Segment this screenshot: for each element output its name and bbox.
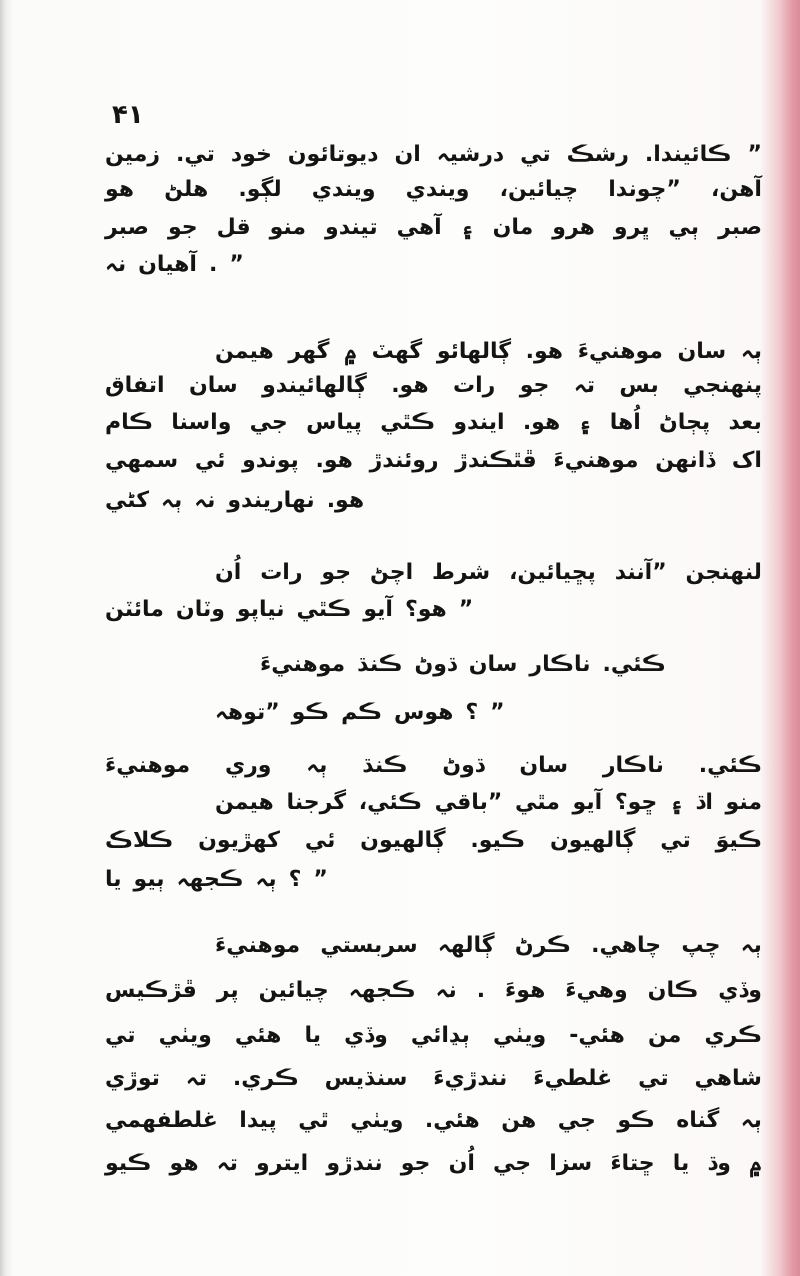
word: موهنيءَ (577, 339, 663, 364)
word: جو (167, 215, 198, 240)
word: جي (493, 1151, 532, 1176)
word: پياس (306, 410, 362, 435)
word: بس (619, 373, 659, 398)
word: هو (105, 177, 135, 202)
word: ٻہ (740, 339, 762, 364)
word: منو (269, 215, 307, 240)
word: ڪئي، (358, 790, 422, 815)
word: ”باقي (434, 790, 503, 815)
word: ڪلاڪ (105, 828, 174, 853)
text-line (105, 823, 762, 859)
word: ايترو (256, 1151, 309, 1176)
word: نہ (105, 252, 127, 277)
word: . (208, 252, 218, 277)
word: درشيہ (436, 142, 505, 167)
word: ڳالهائيندو (262, 373, 367, 398)
text-line (215, 334, 762, 370)
word: اچڻ (369, 560, 414, 585)
word: ڪيو (105, 1151, 152, 1176)
word: ڪئي. (602, 652, 666, 677)
word: يا (304, 1023, 322, 1048)
word: پڄاڻ (659, 410, 711, 435)
word: هئي. (424, 1108, 480, 1133)
word: جي (249, 410, 288, 435)
word: ۽ (669, 790, 683, 815)
text-line (215, 928, 762, 964)
word: سزا (549, 1151, 593, 1176)
word: ۽ (578, 410, 592, 435)
word: ڪري. (232, 1066, 299, 1091)
word: هو؟ (404, 597, 447, 622)
word: نندڙو (326, 1151, 383, 1176)
word: نهاريندو (227, 488, 315, 513)
word: ؟ (288, 867, 302, 892)
word: ٻہ (161, 488, 183, 513)
word: هن (501, 1108, 537, 1133)
text-line (105, 172, 762, 208)
word: ڪو (291, 700, 330, 725)
word: واسنا (171, 410, 232, 435)
word: پنهنجي (683, 373, 762, 398)
word: سان (468, 652, 518, 677)
word: هو. (525, 339, 564, 364)
text-line (105, 1146, 762, 1182)
word: ويندي (405, 177, 470, 202)
word: اُها (609, 410, 641, 435)
word: ” (490, 700, 505, 725)
text-line (215, 695, 762, 731)
word: صبر (105, 215, 149, 240)
word: پڇيائين، (509, 560, 596, 585)
word: ايندو (453, 410, 505, 435)
word: ٻہ (740, 1108, 762, 1133)
word: سمهي (105, 448, 179, 473)
word: گهر (288, 339, 330, 364)
word: ڏانهن (655, 448, 716, 473)
text-line (105, 1018, 762, 1054)
word: کهڙيون (198, 828, 280, 853)
word: چاهي. (591, 933, 662, 958)
word: ۽ (460, 215, 474, 240)
word: ويندي (311, 177, 376, 202)
word: ناڪار (529, 652, 591, 677)
word: ڪجهہ (348, 978, 416, 1003)
text-line (105, 405, 762, 441)
word: سنڌيس (324, 1066, 408, 1091)
word: هيمن (215, 790, 274, 815)
word: ڳالهہ (437, 933, 495, 958)
word: سان (519, 753, 569, 778)
word: مائٽن (105, 597, 164, 622)
word: ٻڍائي (410, 1023, 470, 1048)
word: تيندو (325, 215, 378, 240)
word: خود (230, 142, 272, 167)
word: ناڪار (602, 753, 664, 778)
word: موهنيءَ (105, 753, 191, 778)
text-line (105, 1103, 762, 1139)
word: ويٺي (492, 1023, 547, 1048)
word: ويٺي (350, 1108, 404, 1133)
word: گرجنا (286, 790, 347, 815)
word: ”توهہ (215, 700, 280, 725)
word: يا (672, 1151, 690, 1176)
word: شرط (432, 560, 491, 585)
word: تہ (185, 1066, 207, 1091)
word: آيو (572, 790, 603, 815)
word: رشڪ (566, 142, 629, 167)
text-line (215, 555, 762, 591)
word: هيمن (215, 339, 274, 364)
word: هو. (522, 410, 561, 435)
word: جو (321, 560, 352, 585)
word: تي (638, 1066, 669, 1091)
word: تہ (573, 373, 595, 398)
word: پيدا (239, 1108, 277, 1133)
word: هو (169, 1151, 199, 1176)
word: آهي (396, 215, 442, 240)
word: هو. (391, 373, 429, 398)
word: نہ (194, 488, 216, 513)
word: هرو (552, 215, 595, 240)
text-line (105, 1061, 762, 1097)
word: ۾ (344, 339, 357, 364)
word: ڪم (341, 700, 382, 725)
word: سربستي (320, 933, 418, 958)
word: وڏي (718, 978, 762, 1003)
word: ڪنڌ (357, 652, 403, 677)
word: اُن (448, 1151, 475, 1176)
word: ڦڙڪيس (105, 978, 197, 1003)
word: منو (725, 790, 762, 815)
word: هئي (234, 1023, 282, 1048)
word: نہ (435, 978, 457, 1003)
word: ٻہ (306, 753, 328, 778)
word: غلطفهمي (105, 1108, 218, 1133)
page-number: ۴۱ (112, 100, 144, 130)
word: جي (557, 1108, 596, 1133)
word: اڌ (695, 790, 713, 815)
word: تي. (176, 142, 215, 167)
word: ڪٿي (296, 597, 352, 622)
word: ٻي (668, 215, 700, 240)
word: گناه (676, 1108, 720, 1133)
word: ”چوندا (608, 177, 681, 202)
word: وڌ (707, 1151, 731, 1176)
text-line (105, 137, 762, 173)
word: کڻي (105, 488, 150, 513)
word: هوس (393, 700, 454, 725)
word: لڳو. (238, 177, 282, 202)
word: رات (260, 560, 303, 585)
word: ” (747, 142, 762, 167)
word: ان (394, 142, 421, 167)
word: ڀرو (613, 215, 650, 240)
word: وري (224, 753, 272, 778)
word: موهنيءَ (215, 933, 301, 958)
word: ڪٿي (380, 410, 436, 435)
word: اُن (215, 560, 242, 585)
word: ئي (194, 448, 226, 473)
text-line (260, 647, 762, 683)
word: هئي- (569, 1023, 625, 1048)
word: ” (313, 867, 328, 892)
word: هو. (326, 488, 365, 513)
word: موهنيءَ (260, 652, 346, 677)
word: ڦٿڪندڙ (455, 448, 537, 473)
word: هو. (315, 448, 353, 473)
word: شاهي (694, 1066, 762, 1091)
word: تہ (216, 1151, 238, 1176)
word: ديوتائون (287, 142, 379, 167)
word: مٿي (514, 790, 560, 815)
word: سان (677, 339, 727, 364)
word: ڪيو. (470, 828, 526, 853)
text-line (105, 247, 762, 283)
word: ڪيوَ (715, 828, 762, 853)
word: يا (105, 867, 122, 892)
word: سان (188, 373, 238, 398)
word: آهيان (138, 252, 197, 277)
word: ڳالهيون (549, 828, 636, 853)
word: ڪام (105, 410, 154, 435)
word: من (647, 1023, 682, 1048)
word: صبر (718, 215, 762, 240)
word: روئندڙ (369, 448, 439, 473)
word: غلطيءَ (533, 1066, 613, 1091)
word: هلڻ (164, 177, 209, 202)
text-line (105, 368, 762, 404)
word: ”آنند (614, 560, 667, 585)
word: تي (660, 828, 691, 853)
word: ڪان (647, 978, 699, 1003)
word: ۾ (749, 1151, 762, 1176)
word: موهنيءَ (553, 448, 639, 473)
word: ٻہ (255, 867, 277, 892)
word: ڪئي. (698, 753, 762, 778)
text-line (215, 785, 762, 821)
word: زمين (105, 142, 161, 167)
word: جو (400, 1151, 431, 1176)
word: قل (216, 215, 251, 240)
word: هوءَ (505, 978, 546, 1003)
word: پوندو (242, 448, 299, 473)
word: ٻيو (133, 867, 165, 892)
word: وهيءَ (565, 978, 628, 1003)
word: ڪرڻ (514, 933, 571, 958)
word: گهٽ (371, 339, 423, 364)
word: وٽان (175, 597, 225, 622)
word: مان (492, 215, 534, 240)
word: بعد (728, 410, 762, 435)
text-line (105, 748, 762, 784)
word: ؟ (465, 700, 479, 725)
word: اک (731, 448, 762, 473)
text-line (105, 973, 762, 1009)
word: چيائين (258, 978, 329, 1003)
word: رات (453, 373, 496, 398)
word: ڪائيندا. (644, 142, 732, 167)
word: لنهنجن (685, 560, 762, 585)
word: ئي (304, 828, 336, 853)
word: پر (216, 978, 239, 1003)
word: آهن، (711, 177, 762, 202)
text-line (105, 443, 762, 479)
word: چپ (681, 933, 721, 958)
word: توڙي (105, 1066, 160, 1091)
word: . (476, 978, 486, 1003)
word: ڪو (617, 1108, 655, 1133)
word: ڌوڻ (414, 652, 457, 677)
word: تي (520, 142, 551, 167)
word: ڇو؟ (614, 790, 658, 815)
word: ڪري (704, 1023, 762, 1048)
text-line (105, 210, 762, 246)
word: جو (519, 373, 550, 398)
word: ڳالهيون (360, 828, 446, 853)
word: اتفاق (105, 373, 165, 398)
word: ويٺي (158, 1023, 212, 1048)
text-line (105, 592, 762, 628)
word: ڳالهائو (436, 339, 512, 364)
word: تي (105, 1023, 136, 1048)
word: ٻہ (740, 933, 762, 958)
word: ” (458, 597, 474, 622)
word: ڪجهہ (176, 867, 244, 892)
word: ڇتاءَ (610, 1151, 655, 1176)
text-line (105, 862, 762, 898)
word: ٿي (298, 1108, 329, 1133)
word: ڪنڌ (362, 753, 408, 778)
word: آيو (363, 597, 393, 622)
text-line (105, 483, 762, 519)
word: نندڙيءَ (433, 1066, 508, 1091)
word: وڏي (344, 1023, 388, 1048)
word: ڌوڻ (442, 753, 485, 778)
word: چيائين، (499, 177, 579, 202)
word: نياپو (236, 597, 285, 622)
word: ” (229, 252, 244, 277)
